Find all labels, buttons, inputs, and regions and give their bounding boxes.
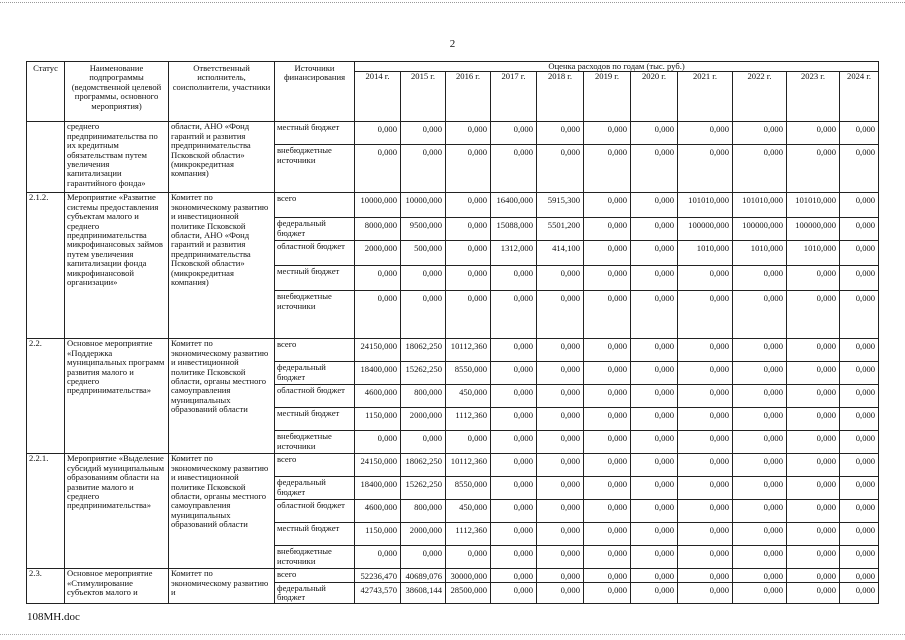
amount-cell: 100000,000 xyxy=(678,218,733,241)
amount-cell: 0,000 xyxy=(446,193,491,218)
amount-cell: 0,000 xyxy=(584,569,631,582)
amount-cell: 0,000 xyxy=(537,500,584,523)
amount-cell: 0,000 xyxy=(491,500,537,523)
amount-cell: 0,000 xyxy=(537,385,584,408)
row-name: Основное мероприятие «Стимулирование субъектов малого и xyxy=(65,569,169,603)
amount-cell: 0,000 xyxy=(733,569,787,582)
amount-cell: 38608,144 xyxy=(401,582,446,603)
amount-cell: 0,000 xyxy=(631,385,678,408)
amount-cell: 8550,000 xyxy=(446,362,491,385)
amount-cell: 0,000 xyxy=(787,569,840,582)
amount-cell: 1150,000 xyxy=(355,408,401,431)
amount-cell: 0,000 xyxy=(787,523,840,546)
funding-source: местный бюджет xyxy=(275,122,355,145)
row-status xyxy=(27,122,65,193)
amount-cell: 1112,360 xyxy=(446,523,491,546)
amount-cell: 0,000 xyxy=(355,291,401,339)
amount-cell: 0,000 xyxy=(446,241,491,266)
amount-cell: 0,000 xyxy=(787,145,840,193)
amount-cell: 0,000 xyxy=(355,122,401,145)
amount-cell: 0,000 xyxy=(584,431,631,454)
amount-cell: 15262,250 xyxy=(401,477,446,500)
amount-cell: 2000,000 xyxy=(355,241,401,266)
amount-cell: 10112,360 xyxy=(446,454,491,477)
amount-cell: 0,000 xyxy=(840,122,879,145)
amount-cell: 0,000 xyxy=(446,145,491,193)
row-status: 2.2. xyxy=(27,339,65,454)
amount-cell: 100000,000 xyxy=(787,218,840,241)
amount-cell: 0,000 xyxy=(678,145,733,193)
amount-cell: 2000,000 xyxy=(401,408,446,431)
funding-source: местный бюджет xyxy=(275,408,355,431)
amount-cell: 10000,000 xyxy=(355,193,401,218)
row-responsible: Комитет по экономическому развитию и инвестиционной политике Псковской области, органы местного самоуправления муниципальных образований области xyxy=(169,454,275,569)
amount-cell: 0,000 xyxy=(733,500,787,523)
page-number: 2 xyxy=(449,38,456,50)
amount-cell: 0,000 xyxy=(733,582,787,603)
funding-source: внебюджетные источники xyxy=(275,431,355,454)
expense-table xyxy=(26,61,879,604)
row-status: 2.1.2. xyxy=(27,193,65,339)
amount-cell: 0,000 xyxy=(678,122,733,145)
row-responsible: Комитет по экономическому развитию и инвестиционной политике Псковской области, АНО «Фонд гарантий и развития предпринимательства Псковской области» (микрокредитная компания) xyxy=(169,193,275,339)
amount-cell: 0,000 xyxy=(584,145,631,193)
row-responsible: Комитет по экономическому развитию и инвестиционной политике Псковской области, органы местного самоуправления муниципальных образований области xyxy=(169,339,275,454)
amount-cell: 0,000 xyxy=(446,546,491,569)
amount-cell: 0,000 xyxy=(631,582,678,603)
amount-cell: 0,000 xyxy=(631,500,678,523)
amount-cell: 0,000 xyxy=(840,408,879,431)
amount-cell: 0,000 xyxy=(678,266,733,291)
amount-cell: 0,000 xyxy=(584,241,631,266)
amount-cell: 0,000 xyxy=(537,582,584,603)
amount-cell: 0,000 xyxy=(840,145,879,193)
amount-cell: 0,000 xyxy=(491,431,537,454)
amount-cell: 1150,000 xyxy=(355,523,401,546)
funding-source: всего xyxy=(275,454,355,477)
amount-cell: 0,000 xyxy=(537,408,584,431)
amount-cell: 0,000 xyxy=(733,477,787,500)
amount-cell: 1010,000 xyxy=(733,241,787,266)
amount-cell: 0,000 xyxy=(446,266,491,291)
amount-cell: 18062,250 xyxy=(401,339,446,362)
amount-cell: 1112,360 xyxy=(446,408,491,431)
amount-cell: 4600,000 xyxy=(355,385,401,408)
amount-cell: 1010,000 xyxy=(678,241,733,266)
amount-cell: 0,000 xyxy=(491,385,537,408)
amount-cell: 0,000 xyxy=(631,546,678,569)
amount-cell: 0,000 xyxy=(491,569,537,582)
amount-cell: 0,000 xyxy=(631,266,678,291)
funding-source: всего xyxy=(275,339,355,362)
amount-cell: 0,000 xyxy=(787,477,840,500)
amount-cell: 0,000 xyxy=(631,569,678,582)
amount-cell: 414,100 xyxy=(537,241,584,266)
row-responsible: Комитет по экономическому развитию и xyxy=(169,569,275,603)
amount-cell: 24150,000 xyxy=(355,454,401,477)
amount-cell: 0,000 xyxy=(840,523,879,546)
funding-source: областной бюджет xyxy=(275,241,355,266)
amount-cell: 0,000 xyxy=(840,546,879,569)
amount-cell: 0,000 xyxy=(631,122,678,145)
amount-cell: 0,000 xyxy=(840,569,879,582)
amount-cell: 0,000 xyxy=(355,546,401,569)
amount-cell: 0,000 xyxy=(631,362,678,385)
amount-cell: 0,000 xyxy=(401,431,446,454)
amount-cell: 0,000 xyxy=(840,431,879,454)
amount-cell: 0,000 xyxy=(584,362,631,385)
amount-cell: 0,000 xyxy=(401,546,446,569)
amount-cell: 0,000 xyxy=(355,431,401,454)
amount-cell: 0,000 xyxy=(537,145,584,193)
amount-cell: 10112,360 xyxy=(446,339,491,362)
amount-cell: 0,000 xyxy=(631,145,678,193)
amount-cell: 1010,000 xyxy=(787,241,840,266)
header-year: 2019 г. xyxy=(584,72,631,122)
amount-cell: 0,000 xyxy=(355,145,401,193)
funding-source: всего xyxy=(275,193,355,218)
row-name: Мероприятие «Развитие системы предоставления субъектам малого и среднего предпринимательства микрофинансовых займов путем увеличения капитализации фонда микрофинансовой организации» xyxy=(65,193,169,339)
amount-cell: 0,000 xyxy=(584,408,631,431)
amount-cell: 0,000 xyxy=(678,546,733,569)
amount-cell: 0,000 xyxy=(678,291,733,339)
amount-cell: 0,000 xyxy=(491,266,537,291)
amount-cell: 0,000 xyxy=(446,122,491,145)
amount-cell: 0,000 xyxy=(787,291,840,339)
amount-cell: 0,000 xyxy=(631,477,678,500)
top-scan-edge xyxy=(0,2,905,3)
amount-cell: 40689,076 xyxy=(401,569,446,582)
row-status: 2.2.1. xyxy=(27,454,65,569)
funding-source: внебюджетные источники xyxy=(275,145,355,193)
header-year: 2024 г. xyxy=(840,72,879,122)
amount-cell: 800,000 xyxy=(401,500,446,523)
amount-cell: 0,000 xyxy=(787,362,840,385)
bottom-scan-edge xyxy=(0,634,905,635)
amount-cell: 0,000 xyxy=(537,546,584,569)
amount-cell: 0,000 xyxy=(631,241,678,266)
header-year: 2017 г. xyxy=(491,72,537,122)
amount-cell: 15262,250 xyxy=(401,362,446,385)
amount-cell: 0,000 xyxy=(733,431,787,454)
funding-source: внебюджетные источники xyxy=(275,546,355,569)
table-row xyxy=(27,122,879,145)
amount-cell: 0,000 xyxy=(584,385,631,408)
header-responsible: Ответственный исполнитель, соисполнители, участники xyxy=(169,62,275,122)
funding-source: федеральный бюджет xyxy=(275,362,355,385)
funding-source: федеральный бюджет xyxy=(275,582,355,603)
amount-cell: 0,000 xyxy=(537,362,584,385)
amount-cell: 101010,000 xyxy=(787,193,840,218)
header-year: 2020 г. xyxy=(631,72,678,122)
header-year: 2021 г. xyxy=(678,72,733,122)
amount-cell: 0,000 xyxy=(491,523,537,546)
amount-cell: 0,000 xyxy=(678,523,733,546)
amount-cell: 0,000 xyxy=(584,266,631,291)
amount-cell: 8550,000 xyxy=(446,477,491,500)
amount-cell: 0,000 xyxy=(678,569,733,582)
amount-cell: 0,000 xyxy=(733,122,787,145)
funding-source: местный бюджет xyxy=(275,523,355,546)
amount-cell: 2000,000 xyxy=(401,523,446,546)
amount-cell: 0,000 xyxy=(787,408,840,431)
amount-cell: 18400,000 xyxy=(355,477,401,500)
header-year: 2018 г. xyxy=(537,72,584,122)
amount-cell: 0,000 xyxy=(787,266,840,291)
funding-source: местный бюджет xyxy=(275,266,355,291)
table-row xyxy=(27,339,879,362)
funding-source: федеральный бюджет xyxy=(275,477,355,500)
amount-cell: 0,000 xyxy=(678,477,733,500)
amount-cell: 0,000 xyxy=(584,339,631,362)
amount-cell: 0,000 xyxy=(584,477,631,500)
amount-cell: 0,000 xyxy=(401,145,446,193)
amount-cell: 0,000 xyxy=(678,362,733,385)
amount-cell: 0,000 xyxy=(787,339,840,362)
amount-cell: 15088,000 xyxy=(491,218,537,241)
amount-cell: 0,000 xyxy=(787,385,840,408)
amount-cell: 450,000 xyxy=(446,500,491,523)
amount-cell: 0,000 xyxy=(537,266,584,291)
amount-cell: 0,000 xyxy=(678,500,733,523)
amount-cell: 0,000 xyxy=(733,546,787,569)
amount-cell: 0,000 xyxy=(733,291,787,339)
amount-cell: 0,000 xyxy=(491,339,537,362)
amount-cell: 0,000 xyxy=(840,362,879,385)
amount-cell: 0,000 xyxy=(787,122,840,145)
amount-cell: 0,000 xyxy=(733,454,787,477)
amount-cell: 0,000 xyxy=(491,291,537,339)
table-row xyxy=(27,454,879,477)
amount-cell: 0,000 xyxy=(787,546,840,569)
amount-cell: 0,000 xyxy=(840,218,879,241)
header-sources: Источники финансирования xyxy=(275,62,355,122)
amount-cell: 0,000 xyxy=(584,582,631,603)
amount-cell: 0,000 xyxy=(446,431,491,454)
amount-cell: 100000,000 xyxy=(733,218,787,241)
row-status: 2.3. xyxy=(27,569,65,603)
amount-cell: 0,000 xyxy=(491,145,537,193)
funding-source: федеральный бюджет xyxy=(275,218,355,241)
amount-cell: 0,000 xyxy=(840,291,879,339)
amount-cell: 0,000 xyxy=(491,122,537,145)
amount-cell: 0,000 xyxy=(678,431,733,454)
funding-source: всего xyxy=(275,569,355,582)
amount-cell: 0,000 xyxy=(401,122,446,145)
amount-cell: 30000,000 xyxy=(446,569,491,582)
amount-cell: 0,000 xyxy=(840,266,879,291)
header-year: 2022 г. xyxy=(733,72,787,122)
header-estimate: Оценка расходов по годам (тыс. руб.) xyxy=(355,62,879,72)
amount-cell: 0,000 xyxy=(787,500,840,523)
amount-cell: 0,000 xyxy=(733,145,787,193)
table-row xyxy=(27,193,879,218)
amount-cell: 4600,000 xyxy=(355,500,401,523)
amount-cell: 0,000 xyxy=(733,385,787,408)
amount-cell: 18062,250 xyxy=(401,454,446,477)
amount-cell: 0,000 xyxy=(537,339,584,362)
amount-cell: 52236,470 xyxy=(355,569,401,582)
amount-cell: 0,000 xyxy=(840,500,879,523)
amount-cell: 0,000 xyxy=(631,408,678,431)
amount-cell: 1312,000 xyxy=(491,241,537,266)
amount-cell: 0,000 xyxy=(840,454,879,477)
funding-source: внебюджетные источники xyxy=(275,291,355,339)
amount-cell: 0,000 xyxy=(584,193,631,218)
amount-cell: 0,000 xyxy=(631,291,678,339)
amount-cell: 0,000 xyxy=(537,454,584,477)
amount-cell: 0,000 xyxy=(733,266,787,291)
amount-cell: 0,000 xyxy=(537,523,584,546)
footer-filename: 108МН.doc xyxy=(27,611,80,623)
amount-cell: 0,000 xyxy=(840,477,879,500)
amount-cell: 0,000 xyxy=(584,291,631,339)
amount-cell: 0,000 xyxy=(584,500,631,523)
amount-cell: 0,000 xyxy=(584,523,631,546)
row-name: среднего предпринимательства по их кредитным обязательствам путем увеличения капитализации гарантийного фонда» xyxy=(65,122,169,193)
amount-cell: 0,000 xyxy=(491,477,537,500)
amount-cell: 0,000 xyxy=(631,193,678,218)
table-row xyxy=(27,569,879,582)
amount-cell: 0,000 xyxy=(733,408,787,431)
amount-cell: 0,000 xyxy=(584,546,631,569)
amount-cell: 0,000 xyxy=(840,193,879,218)
amount-cell: 0,000 xyxy=(733,339,787,362)
amount-cell: 0,000 xyxy=(678,385,733,408)
funding-source: областной бюджет xyxy=(275,500,355,523)
amount-cell: 8000,000 xyxy=(355,218,401,241)
amount-cell: 0,000 xyxy=(491,582,537,603)
amount-cell: 42743,570 xyxy=(355,582,401,603)
amount-cell: 800,000 xyxy=(401,385,446,408)
amount-cell: 101010,000 xyxy=(733,193,787,218)
amount-cell: 0,000 xyxy=(537,431,584,454)
amount-cell: 0,000 xyxy=(733,523,787,546)
amount-cell: 0,000 xyxy=(678,408,733,431)
amount-cell: 16400,000 xyxy=(491,193,537,218)
amount-cell: 0,000 xyxy=(631,218,678,241)
amount-cell: 0,000 xyxy=(733,362,787,385)
amount-cell: 0,000 xyxy=(491,546,537,569)
amount-cell: 5501,200 xyxy=(537,218,584,241)
amount-cell: 28500,000 xyxy=(446,582,491,603)
amount-cell: 5915,300 xyxy=(537,193,584,218)
amount-cell: 101010,000 xyxy=(678,193,733,218)
header-year: 2015 г. xyxy=(401,72,446,122)
header-year: 2016 г. xyxy=(446,72,491,122)
amount-cell: 0,000 xyxy=(787,582,840,603)
amount-cell: 0,000 xyxy=(631,339,678,362)
amount-cell: 0,000 xyxy=(491,408,537,431)
row-responsible: области, АНО «Фонд гарантий и развития предпринимательства Псковской области» (микрокредитная компания) xyxy=(169,122,275,193)
amount-cell: 0,000 xyxy=(631,523,678,546)
amount-cell: 0,000 xyxy=(840,582,879,603)
amount-cell: 24150,000 xyxy=(355,339,401,362)
amount-cell: 0,000 xyxy=(446,218,491,241)
amount-cell: 0,000 xyxy=(678,582,733,603)
amount-cell: 0,000 xyxy=(678,454,733,477)
amount-cell: 9500,000 xyxy=(401,218,446,241)
amount-cell: 450,000 xyxy=(446,385,491,408)
amount-cell: 0,000 xyxy=(491,362,537,385)
amount-cell: 500,000 xyxy=(401,241,446,266)
amount-cell: 0,000 xyxy=(537,122,584,145)
amount-cell: 0,000 xyxy=(537,291,584,339)
amount-cell: 0,000 xyxy=(840,385,879,408)
amount-cell: 0,000 xyxy=(787,454,840,477)
amount-cell: 0,000 xyxy=(840,339,879,362)
amount-cell: 10000,000 xyxy=(401,193,446,218)
amount-cell: 0,000 xyxy=(537,569,584,582)
funding-source: областной бюджет xyxy=(275,385,355,408)
amount-cell: 0,000 xyxy=(631,431,678,454)
row-name: Основное мероприятие «Поддержка муниципальных программ развития малого и среднего предпринимательства» xyxy=(65,339,169,454)
amount-cell: 0,000 xyxy=(631,454,678,477)
row-name: Мероприятие «Выделение субсидий муниципальным образованиям области на развитие малого и среднего предпринимательства» xyxy=(65,454,169,569)
header-year: 2014 г. xyxy=(355,72,401,122)
amount-cell: 0,000 xyxy=(446,291,491,339)
header-year: 2023 г. xyxy=(787,72,840,122)
header-status: Статус xyxy=(27,62,65,122)
amount-cell: 0,000 xyxy=(537,477,584,500)
amount-cell: 0,000 xyxy=(491,454,537,477)
header-name: Наименование подпрограммы (ведомственной целевой программы, основного мероприятия) xyxy=(65,62,169,122)
amount-cell: 0,000 xyxy=(584,454,631,477)
amount-cell: 0,000 xyxy=(584,218,631,241)
amount-cell: 0,000 xyxy=(787,431,840,454)
amount-cell: 0,000 xyxy=(678,339,733,362)
amount-cell: 0,000 xyxy=(584,122,631,145)
amount-cell: 0,000 xyxy=(355,266,401,291)
amount-cell: 0,000 xyxy=(401,266,446,291)
amount-cell: 0,000 xyxy=(840,241,879,266)
amount-cell: 18400,000 xyxy=(355,362,401,385)
amount-cell: 0,000 xyxy=(401,291,446,339)
